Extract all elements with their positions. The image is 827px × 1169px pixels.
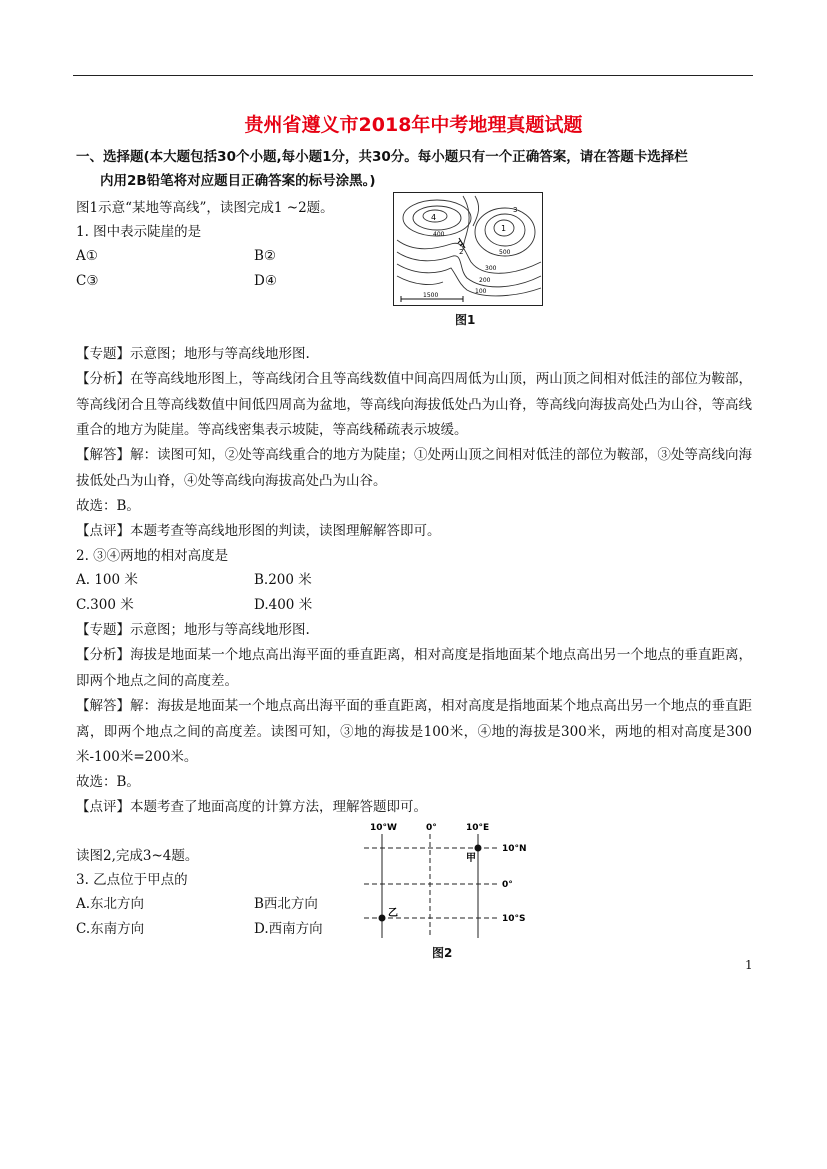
question-2-option-d: D.400 米 bbox=[254, 597, 313, 613]
figure-2-caption: 图2 bbox=[432, 946, 453, 960]
question-2-option-c: C.300 米 bbox=[76, 597, 134, 613]
question-3-option-c: C.东南方向 bbox=[76, 921, 145, 937]
q2-analysis: 【分析】海拔是地面某一个地点高出海平面的垂直距离，相对高度是指地面某个地点高出另一个地点的垂直距离，即两个地点之间的高度差。 bbox=[76, 647, 752, 689]
figure-1-label-1: 4 bbox=[431, 213, 437, 222]
page-number: 1 bbox=[745, 958, 753, 972]
q2-comment: 【点评】本题考查了地面高度的计算方法，理解答题即可。 bbox=[76, 799, 427, 815]
figure-2-point-a bbox=[475, 845, 482, 852]
question-2-stem: 2. ③④两地的相对高度是 bbox=[76, 548, 229, 564]
figure-2-lon-10w: 10°W bbox=[370, 823, 397, 833]
figure-1-label-4: 3 bbox=[513, 206, 518, 214]
figure-2-lat-10n: 10°N bbox=[502, 844, 527, 854]
figure-2-lon-10e: 10°E bbox=[466, 823, 490, 833]
figure-2-point-b-label: 乙 bbox=[388, 908, 398, 919]
figure-1-scale-label: 1500 bbox=[423, 292, 439, 299]
question-2-option-b: B.200 米 bbox=[254, 572, 312, 588]
question-1-option-d: D④ bbox=[254, 273, 277, 289]
figure-2-point-a-label: 甲 bbox=[466, 853, 476, 864]
figure-1-caption: 图1 bbox=[455, 313, 476, 327]
q1-solution: 【解答】解：读图可知，②处等高线重合的地方为陡崖；①处两山顶之间相对低洼的部位为鞍部，③处等高线向海拔低处凸为山脊，④处等高线向海拔高处凸为山谷。 bbox=[76, 447, 752, 489]
question-1-option-c: C③ bbox=[76, 273, 99, 289]
figure-1-contour-300: 300 bbox=[485, 265, 497, 272]
figure-1-label-3: 2 bbox=[459, 248, 464, 256]
figure-2-grid bbox=[360, 818, 535, 940]
figure-1-label-2: 1 bbox=[501, 224, 507, 233]
q1-comment: 【点评】本题考查等高线地形图的判读，读图理解解答即可。 bbox=[76, 523, 441, 539]
figure-2-lon-0: 0° bbox=[426, 823, 437, 833]
question-3-option-d: D.西南方向 bbox=[254, 921, 323, 937]
question-3-option-b: B西北方向 bbox=[254, 896, 318, 912]
q2-solution: 【解答】解：海拔是地面某一个地点高出海平面的垂直距离，相对高度是指地面某个地点高出另一个地点的垂直距离，即两个地点之间的高度差。读图可知，③地的海拔是100米，④地的海拔是300米，两地的相对高度是300米-100米=200米。 bbox=[76, 698, 752, 765]
section-heading-line2: 内用2B铅笔将对应题目正确答案的标号涂黑。) bbox=[100, 173, 376, 189]
figure-2-point-b bbox=[379, 915, 386, 922]
section-heading-line1: 一、选择题(本大题包括30个小题,每小题1分，共30分。每小题只有一个正确答案，请在答题卡选择栏 bbox=[76, 149, 688, 165]
q2-answer: 故选：B。 bbox=[76, 774, 140, 790]
intro-figure2: 读图2,完成3~4题。 bbox=[76, 848, 199, 864]
question-2-option-a: A. 100 米 bbox=[76, 572, 138, 588]
intro-figure1: 图1示意“某地等高线”，读图完成1 ~2题。 bbox=[76, 200, 334, 216]
question-1-option-a: A① bbox=[76, 248, 98, 264]
q2-topic: 【专题】示意图；地形与等高线地形图. bbox=[76, 622, 310, 638]
figure-2-lat-0: 0° bbox=[502, 880, 513, 890]
q1-analysis: 【分析】在等高线地形图上，等高线闭合且等高线数值中间高四周低为山顶，两山顶之间相对低洼的部位为鞍部，等高线闭合且等高线数值中间低四周高为盆地，等高线向海拔低处凸为山脊，等高线向海拔高处凸为山谷，等高线重合的地方为陡崖。等高线密集表示坡陡，等高线稀疏表示坡缓。 bbox=[76, 371, 752, 438]
figure-1-contour-500: 500 bbox=[499, 249, 511, 256]
figure-1-contour-100: 100 bbox=[475, 288, 487, 295]
question-1-stem: 1. 图中表示陡崖的是 bbox=[76, 224, 202, 240]
q1-answer: 故选：B。 bbox=[76, 498, 140, 514]
figure-1-contour-map bbox=[393, 192, 543, 306]
page-title: 贵州省遵义市2018年中考地理真题试题 bbox=[244, 114, 583, 136]
figure-1-contour-400: 400 bbox=[433, 231, 445, 238]
question-3-option-a: A.东北方向 bbox=[76, 896, 145, 912]
figure-2-lat-10s: 10°S bbox=[502, 914, 526, 924]
question-1-option-b: B② bbox=[254, 248, 277, 264]
figure-1-contour-200: 200 bbox=[479, 277, 491, 284]
question-3-stem: 3. 乙点位于甲点的 bbox=[76, 872, 188, 888]
q1-topic: 【专题】示意图；地形与等高线地形图. bbox=[76, 346, 310, 362]
header-rule bbox=[73, 75, 753, 76]
